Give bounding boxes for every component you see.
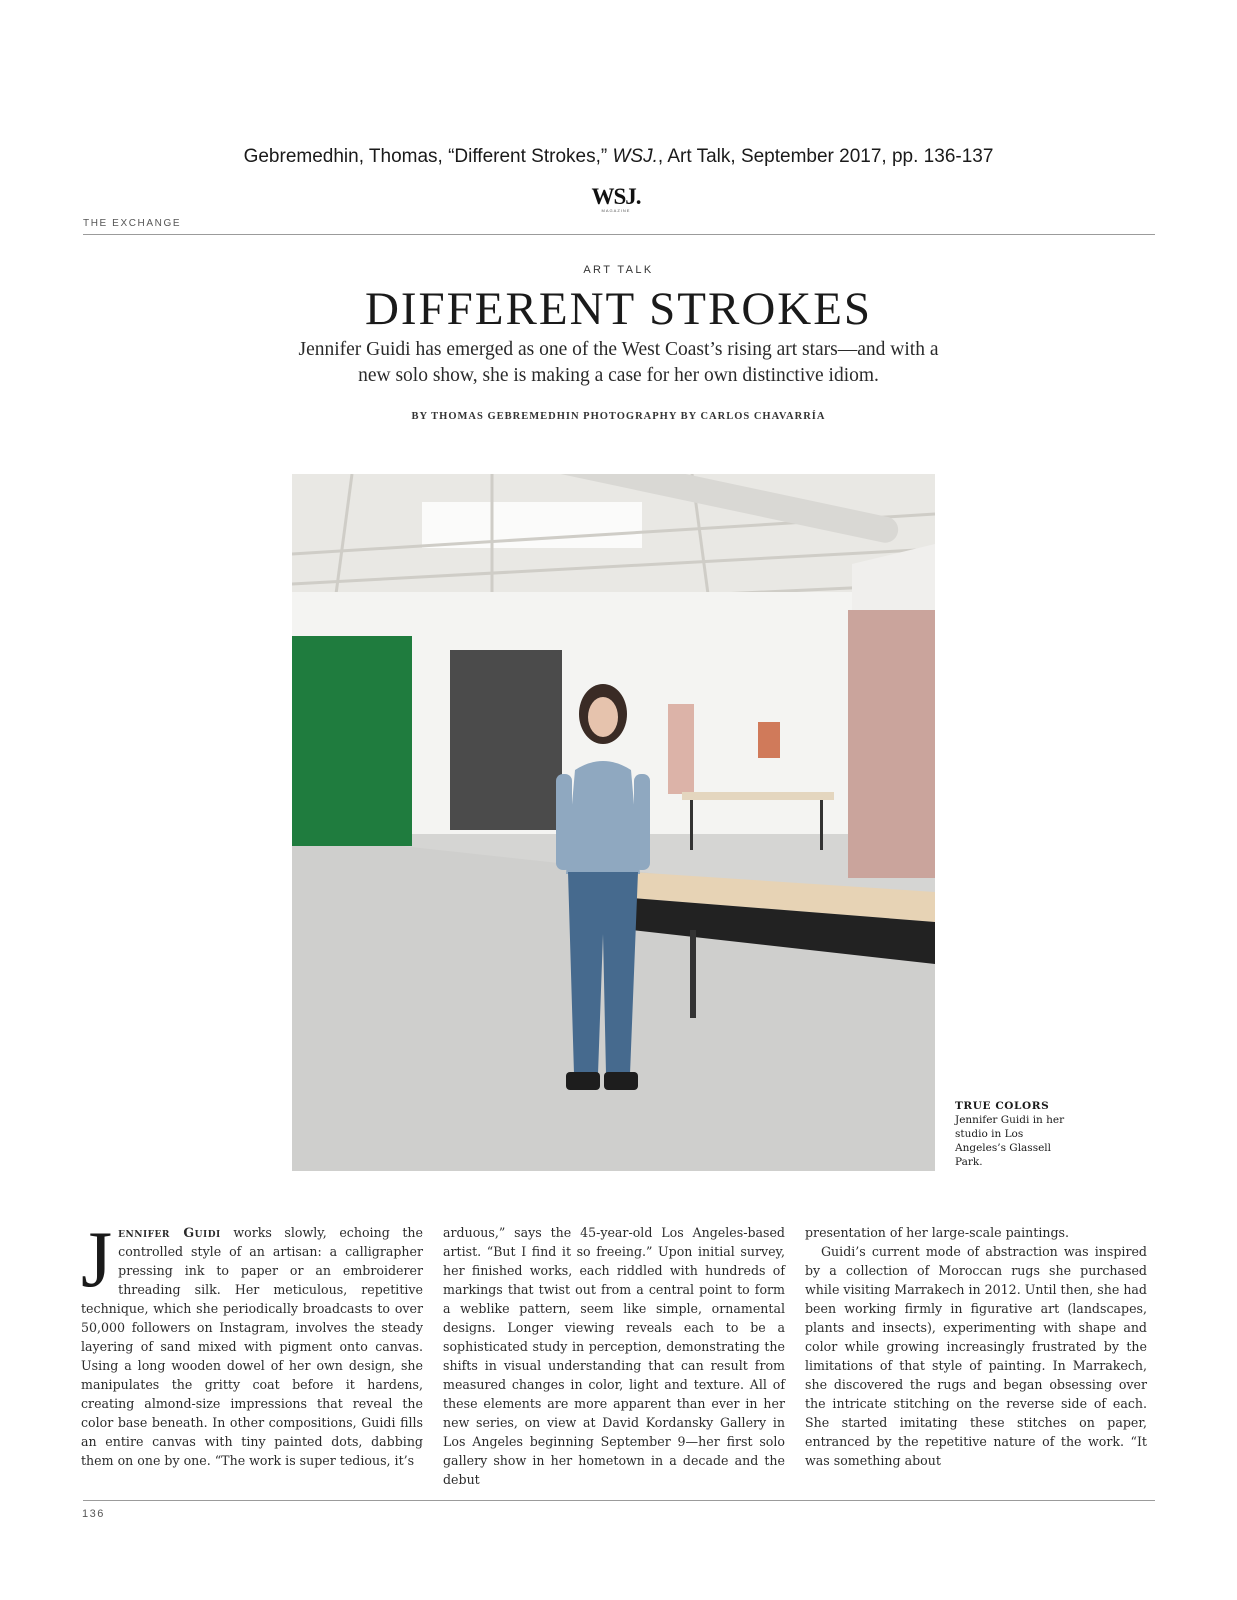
article-kicker: ART TALK bbox=[583, 264, 654, 276]
body-column-1 bbox=[81, 1216, 423, 1470]
body-paragraph bbox=[81, 1216, 423, 1470]
column-2-text: arduous,” says the 45-year-old Los Angeles-based artist. “But I find it so freeing.” Upon initial survey, her finished works, each riddled with hundreds of markings that twist out from a central point to form a weblike pattern, seem like simple, ornamental designs. Longer viewing reveals each to be a sophisticated study in perception, demonstrating the shifts in visual understanding that can result from measured changes in color, light and texture. All of these elements are more apparent than ever in her new series, on view at David Kordansky Gallery in Los Angeles beginning September 9—her first solo gallery show in her hometown in a decade and the debut bbox=[443, 1225, 785, 1487]
header-rule bbox=[83, 234, 1155, 235]
lead-in: ennifer Guidi bbox=[118, 1225, 221, 1240]
gray-canvas bbox=[450, 650, 562, 830]
caption-text: Jennifer Guidi in her studio in Los Angeles’s Glassell Park. bbox=[955, 1114, 1065, 1168]
column-1-text: works slowly, echoing the controlled style of an artisan: a calligrapher pressing ink to paper or an embroiderer threading silk. Her meticulous, repetitive technique, which she periodically broadcasts to over 50,000 followers on Instagram, involves the steady layering of sand mixed with pigment onto canvas. Using a long wooden dowel of her own design, she manipulates the gritty coat before it hardens, creating almond-size impressions that reveal the color base beneath. In other compositions, Guidi fills an entire canvas with tiny painted dots, dabbing them on one by one. “The work is super tedious, it’s bbox=[81, 1225, 423, 1468]
caption-title: TRUE COLORS bbox=[955, 1100, 1050, 1112]
logo-mark: WSJ. bbox=[591, 184, 641, 209]
citation-journal: WSJ. bbox=[612, 146, 658, 167]
logo-subtitle: MAGAZINE bbox=[601, 208, 631, 213]
section-label: THE EXCHANGE bbox=[83, 218, 182, 229]
body-column-2 bbox=[443, 1223, 785, 1489]
page-number: 136 bbox=[82, 1508, 105, 1520]
article-headline: DIFFERENT STROKES bbox=[364, 283, 873, 335]
citation-before: Gebremedhin, Thomas, “Different Strokes,” bbox=[243, 146, 613, 167]
pink-canvas bbox=[848, 610, 935, 878]
wsj-logo bbox=[588, 186, 644, 213]
article-dek: Jennifer Guidi has emerged as one of the West Coast’s rising art stars—and with a new solo show, she is making a case for her own distinctive idiom. bbox=[298, 339, 939, 386]
column-3-text-b: Guidi’s current mode of abstraction was inspired by a collection of Moroccan rugs she purchased while visiting Marrakech in 2012. Until then, she had been working firmly in figurative art (landscapes, plants and insects), experimenting with shape and color while growing increasingly frustrated by the limitations of that style of painting. In Marrakech, she discovered the rugs and began obsessing over the intricate stitching on the reverse side of each. She started imitating these stitches on paper, entranced by the repetitive nature of the work. “It was something about bbox=[805, 1244, 1147, 1468]
citation-after: , Art Talk, September 2017, pp. 136-137 bbox=[657, 146, 994, 167]
studio-photo bbox=[292, 474, 935, 1171]
article-byline: BY THOMAS GEBREMEDHIN PHOTOGRAPHY BY CARLOS CHAVARRÍA bbox=[411, 411, 826, 422]
studio-photo-illustration bbox=[292, 474, 935, 1171]
footer-rule bbox=[83, 1500, 1155, 1501]
drop-cap: J bbox=[81, 1216, 113, 1304]
citation-line bbox=[0, 146, 1237, 168]
green-canvas bbox=[292, 636, 412, 846]
column-3-text-a: presentation of her large-scale paintings. bbox=[805, 1225, 1070, 1240]
body-column-3 bbox=[805, 1223, 1147, 1470]
photo-caption bbox=[955, 1099, 1075, 1169]
